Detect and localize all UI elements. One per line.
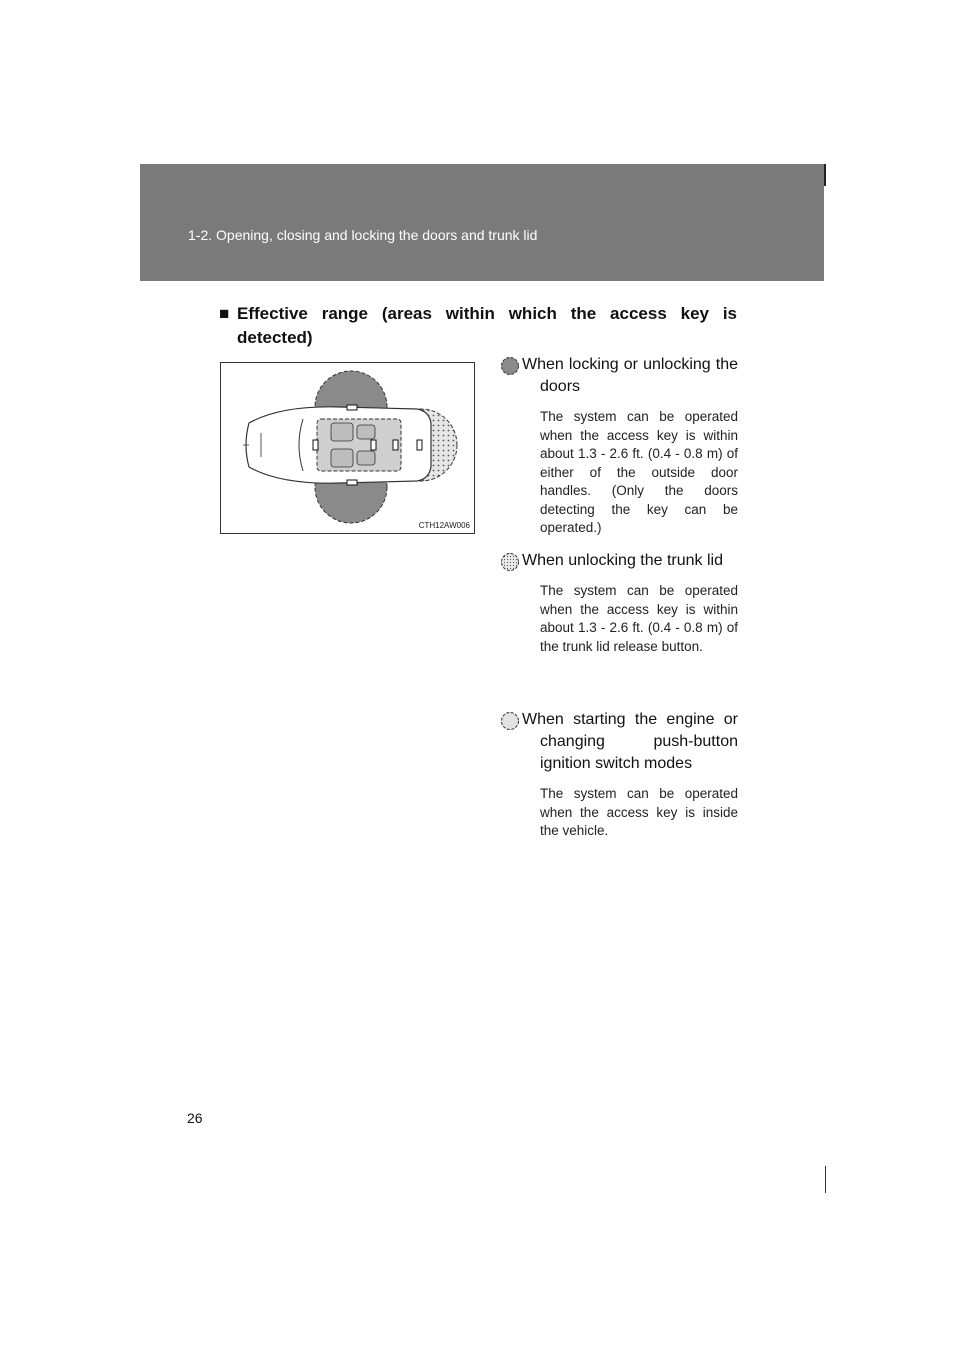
light-circle-icon (500, 711, 520, 731)
margin-rule-bottom (825, 1166, 826, 1193)
legend-item-trunk (500, 550, 738, 656)
heading-text: Effective range (areas within which the access key is detected) (237, 304, 737, 347)
legend-item-cabin (500, 709, 738, 841)
header-band (140, 164, 824, 281)
legend-desc-trunk: The system can be operated when the access key is within about 1.3 - 2.6 ft. (0.4 - 0.8 m) of the trunk lid release button. (540, 583, 738, 654)
margin-rule-top (824, 164, 826, 186)
legend-label-trunk: When unlocking the trunk lid (522, 552, 723, 569)
figure-code: CTH12AW006 (418, 521, 470, 530)
dotted-circle-icon (500, 552, 520, 572)
range-diagram (220, 362, 475, 534)
legend-item-doors (500, 354, 738, 538)
section-heading (219, 302, 737, 350)
legend-label-doors: When locking or unlocking the doors (522, 356, 738, 395)
legend-desc-doors: The system can be operated when the access key is within about 1.3 - 2.6 ft. (0.4 - 0.8 m) of either of the outside door handles. (Only the doors detecting the key can be operated.) (540, 409, 738, 535)
heading-marker: ■ (219, 304, 230, 323)
solid-gray-circle-icon (500, 356, 520, 376)
page-number: 26 (187, 1110, 203, 1126)
section-title: 1-2. Opening, closing and locking the doors and trunk lid (188, 227, 538, 243)
legend-label-cabin: When starting the engine or changing push-button ignition switch modes (522, 711, 738, 772)
legend-desc-cabin: The system can be operated when the access key is inside the vehicle. (540, 786, 738, 838)
car-range-illustration (221, 363, 474, 533)
